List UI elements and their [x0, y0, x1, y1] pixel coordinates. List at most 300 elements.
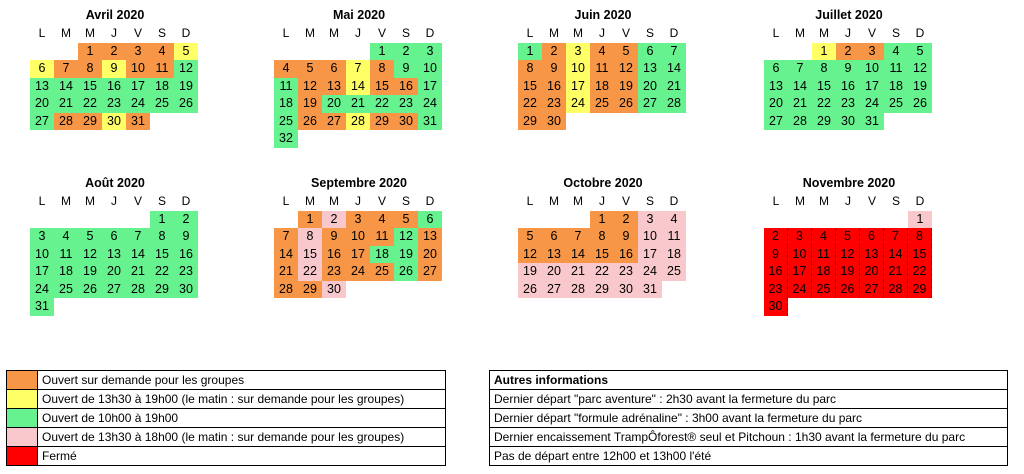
day-cell: 2 [836, 43, 860, 61]
day-cell: 21 [274, 263, 298, 281]
empty-cell [884, 211, 908, 229]
weekday-label: L [526, 194, 534, 208]
weekday-label: D [915, 26, 925, 40]
weekday-label: M [549, 194, 559, 208]
empty-cell [30, 211, 54, 229]
day-cell: 15 [370, 78, 394, 96]
day-cell: 23 [394, 95, 418, 113]
empty-cell [836, 211, 860, 229]
day-cell: 12 [614, 60, 638, 78]
day-cell: 21 [884, 263, 908, 281]
empty-cell [764, 43, 788, 61]
weekday-label: D [425, 194, 435, 208]
day-cell: 6 [542, 228, 566, 246]
info-line: Pas de départ entre 12h00 et 13h00 l'été [490, 447, 1008, 466]
day-cell: 21 [662, 78, 686, 96]
day-cell: 27 [860, 281, 884, 299]
day-cell: 23 [836, 95, 860, 113]
day-cell: 19 [518, 263, 542, 281]
day-cell: 22 [298, 263, 322, 281]
empty-cell [812, 211, 836, 229]
day-cell: 22 [518, 95, 542, 113]
weekday-label: L [38, 194, 46, 208]
weekday-label: L [772, 26, 780, 40]
day-cell: 8 [78, 60, 102, 78]
day-cell: 14 [788, 78, 812, 96]
day-cell: 3 [860, 43, 884, 61]
day-cell: 20 [764, 95, 788, 113]
weekday-label: D [181, 194, 191, 208]
empty-cell [542, 211, 566, 229]
day-cell: 1 [518, 43, 542, 61]
day-cell: 28 [566, 281, 590, 299]
weekday-label: S [157, 26, 166, 40]
day-cell: 11 [54, 246, 78, 264]
day-cell: 15 [590, 246, 614, 264]
info-line: Dernier départ "formule adrénaline" : 3h00 avant la fermeture du parc [490, 409, 1008, 428]
day-cell: 25 [884, 95, 908, 113]
day-cell: 10 [30, 246, 54, 264]
day-cell: 27 [542, 281, 566, 299]
day-cell: 18 [812, 263, 836, 281]
day-cell: 28 [346, 113, 370, 131]
day-cell: 13 [418, 228, 442, 246]
weekday-label: M [85, 194, 95, 208]
day-cell: 8 [908, 228, 932, 246]
day-cell: 25 [54, 281, 78, 299]
day-cell: 23 [542, 95, 566, 113]
empty-cell [860, 211, 884, 229]
day-cell: 4 [662, 211, 686, 229]
empty-cell [518, 211, 542, 229]
empty-cell [30, 43, 54, 61]
day-cell: 27 [764, 113, 788, 131]
day-cell: 10 [638, 228, 662, 246]
day-cell: 29 [298, 281, 322, 299]
day-cell: 2 [614, 211, 638, 229]
day-cell: 24 [126, 95, 150, 113]
day-cell: 18 [370, 246, 394, 264]
day-cell: 11 [884, 60, 908, 78]
legend-row [7, 447, 446, 466]
day-cell: 25 [590, 95, 614, 113]
empty-cell [322, 43, 346, 61]
day-cell: 11 [662, 228, 686, 246]
legend-swatch-yellow [7, 390, 38, 409]
day-cell: 4 [590, 43, 614, 61]
day-cell: 18 [274, 95, 298, 113]
month-grid [274, 193, 450, 298]
empty-cell [764, 211, 788, 229]
day-cell: 30 [102, 113, 126, 131]
day-cell: 30 [322, 281, 346, 299]
day-cell: 13 [638, 60, 662, 78]
weekday-label: V [377, 26, 386, 40]
day-cell: 4 [884, 43, 908, 61]
weekday-label: M [305, 26, 315, 40]
month-title: Mai 2020 [332, 8, 386, 22]
day-cell: 15 [812, 78, 836, 96]
day-cell: 28 [884, 281, 908, 299]
day-cell: 7 [274, 228, 298, 246]
day-cell: 21 [788, 95, 812, 113]
day-cell: 11 [370, 228, 394, 246]
day-cell: 6 [102, 228, 126, 246]
day-cell: 4 [274, 60, 298, 78]
day-cell: 26 [518, 281, 542, 299]
day-cell: 13 [542, 246, 566, 264]
day-cell: 30 [542, 113, 566, 131]
day-cell: 17 [418, 78, 442, 96]
day-cell: 22 [812, 95, 836, 113]
day-cell: 21 [126, 263, 150, 281]
empty-cell [788, 211, 812, 229]
weekday-label: S [891, 194, 900, 208]
day-cell: 30 [614, 281, 638, 299]
day-cell: 25 [662, 263, 686, 281]
day-cell: 24 [30, 281, 54, 299]
day-cell: 13 [860, 246, 884, 264]
weekday-label: V [377, 194, 386, 208]
day-cell: 1 [298, 211, 322, 229]
day-cell: 9 [542, 60, 566, 78]
month-grid [30, 25, 206, 130]
day-cell: 23 [614, 263, 638, 281]
day-cell: 7 [662, 43, 686, 61]
month-grid [764, 25, 940, 130]
day-cell: 19 [394, 246, 418, 264]
month-title: Avril 2020 [85, 8, 145, 22]
day-cell: 27 [322, 113, 346, 131]
day-cell: 5 [518, 228, 542, 246]
weekday-label: L [772, 194, 780, 208]
legend-table [6, 370, 446, 466]
day-cell: 19 [836, 263, 860, 281]
day-cell: 8 [150, 228, 174, 246]
day-cell: 14 [662, 60, 686, 78]
day-cell: 29 [150, 281, 174, 299]
month-grid [764, 193, 940, 316]
day-cell: 23 [174, 263, 198, 281]
day-cell: 8 [518, 60, 542, 78]
day-cell: 9 [764, 246, 788, 264]
day-cell: 14 [126, 246, 150, 264]
day-cell: 28 [662, 95, 686, 113]
day-cell: 2 [394, 43, 418, 61]
day-cell: 1 [78, 43, 102, 61]
weekday-label: J [111, 26, 117, 40]
day-cell: 6 [418, 211, 442, 229]
day-cell: 24 [418, 95, 442, 113]
day-cell: 18 [54, 263, 78, 281]
weekday-label: D [669, 26, 679, 40]
weekday-label: S [645, 26, 654, 40]
weekday-label: M [329, 194, 339, 208]
day-cell: 26 [174, 95, 198, 113]
day-cell: 12 [174, 60, 198, 78]
empty-cell [274, 43, 298, 61]
info-table [489, 370, 1008, 466]
weekday-label: J [845, 194, 851, 208]
day-cell: 13 [30, 78, 54, 96]
weekday-label: S [401, 194, 410, 208]
day-cell: 2 [102, 43, 126, 61]
day-cell: 10 [860, 60, 884, 78]
month-grid [274, 25, 450, 148]
day-cell: 17 [346, 246, 370, 264]
weekday-label: V [621, 26, 630, 40]
day-cell: 14 [54, 78, 78, 96]
day-cell: 19 [78, 263, 102, 281]
day-cell: 17 [30, 263, 54, 281]
day-cell: 29 [590, 281, 614, 299]
weekday-label: M [573, 26, 583, 40]
day-cell: 15 [298, 246, 322, 264]
day-cell: 13 [102, 246, 126, 264]
day-cell: 23 [102, 95, 126, 113]
day-cell: 29 [812, 113, 836, 131]
day-cell: 10 [418, 60, 442, 78]
day-cell: 20 [322, 95, 346, 113]
day-cell: 5 [836, 228, 860, 246]
day-cell: 17 [126, 78, 150, 96]
day-cell: 8 [298, 228, 322, 246]
empty-cell [346, 43, 370, 61]
day-cell: 14 [346, 78, 370, 96]
day-cell: 4 [812, 228, 836, 246]
day-cell: 11 [812, 246, 836, 264]
day-cell: 1 [812, 43, 836, 61]
day-cell: 31 [126, 113, 150, 131]
calendar-june [518, 7, 694, 130]
day-cell: 19 [908, 78, 932, 96]
calendar-april [30, 7, 206, 130]
day-cell: 25 [150, 95, 174, 113]
month-title: Septembre 2020 [311, 176, 407, 190]
day-cell: 23 [764, 281, 788, 299]
day-cell: 22 [590, 263, 614, 281]
weekday-label: M [795, 26, 805, 40]
day-cell: 24 [346, 263, 370, 281]
day-cell: 1 [590, 211, 614, 229]
month-title: Juin 2020 [574, 8, 632, 22]
day-cell: 5 [298, 60, 322, 78]
day-cell: 12 [298, 78, 322, 96]
legend-label: Ouvert de 10h00 à 19h00 [38, 409, 446, 428]
day-cell: 5 [908, 43, 932, 61]
day-cell: 25 [370, 263, 394, 281]
day-cell: 20 [542, 263, 566, 281]
day-cell: 26 [908, 95, 932, 113]
day-cell: 10 [346, 228, 370, 246]
day-cell: 15 [908, 246, 932, 264]
weekday-label: D [425, 26, 435, 40]
day-cell: 12 [518, 246, 542, 264]
day-cell: 6 [30, 60, 54, 78]
day-cell: 6 [322, 60, 346, 78]
day-cell: 9 [614, 228, 638, 246]
day-cell: 8 [812, 60, 836, 78]
weekday-label: J [355, 26, 361, 40]
day-cell: 6 [860, 228, 884, 246]
empty-cell [54, 43, 78, 61]
day-cell: 17 [638, 246, 662, 264]
empty-cell [566, 211, 590, 229]
calendar-september [274, 175, 450, 298]
weekday-label: M [85, 26, 95, 40]
legend-swatch-red [7, 447, 38, 466]
day-cell: 16 [102, 78, 126, 96]
day-cell: 3 [638, 211, 662, 229]
day-cell: 31 [860, 113, 884, 131]
weekday-label: S [401, 26, 410, 40]
weekday-label: D [181, 26, 191, 40]
empty-cell [54, 211, 78, 229]
day-cell: 32 [274, 130, 298, 148]
day-cell: 26 [836, 281, 860, 299]
empty-cell [126, 211, 150, 229]
day-cell: 3 [30, 228, 54, 246]
day-cell: 21 [346, 95, 370, 113]
weekday-label: D [915, 194, 925, 208]
day-cell: 5 [78, 228, 102, 246]
weekday-label: M [329, 26, 339, 40]
day-cell: 1 [370, 43, 394, 61]
day-cell: 7 [126, 228, 150, 246]
day-cell: 4 [370, 211, 394, 229]
legend-label: Fermé [38, 447, 446, 466]
weekday-label: L [526, 26, 534, 40]
day-cell: 25 [812, 281, 836, 299]
weekday-label: J [355, 194, 361, 208]
calendar-may [274, 7, 450, 148]
day-cell: 31 [638, 281, 662, 299]
day-cell: 24 [788, 281, 812, 299]
day-cell: 10 [126, 60, 150, 78]
day-cell: 7 [788, 60, 812, 78]
day-cell: 25 [274, 113, 298, 131]
weekday-label: V [867, 26, 876, 40]
month-title: Juillet 2020 [815, 8, 883, 22]
legend-label: Ouvert de 13h30 à 19h00 (le matin : sur demande pour les groupes) [38, 390, 446, 409]
weekday-label: M [549, 26, 559, 40]
day-cell: 16 [836, 78, 860, 96]
weekday-label: M [305, 194, 315, 208]
weekday-label: S [157, 194, 166, 208]
day-cell: 22 [150, 263, 174, 281]
day-cell: 19 [174, 78, 198, 96]
day-cell: 17 [566, 78, 590, 96]
day-cell: 17 [860, 78, 884, 96]
day-cell: 26 [394, 263, 418, 281]
day-cell: 28 [54, 113, 78, 131]
legend-row [7, 390, 446, 409]
weekday-label: J [599, 26, 605, 40]
month-grid [518, 25, 694, 130]
day-cell: 14 [274, 246, 298, 264]
weekday-label: V [621, 194, 630, 208]
day-cell: 16 [394, 78, 418, 96]
day-cell: 9 [394, 60, 418, 78]
day-cell: 1 [908, 211, 932, 229]
day-cell: 10 [788, 246, 812, 264]
day-cell: 4 [54, 228, 78, 246]
day-cell: 31 [418, 113, 442, 131]
day-cell: 20 [30, 95, 54, 113]
day-cell: 27 [418, 263, 442, 281]
day-cell: 11 [150, 60, 174, 78]
day-cell: 28 [274, 281, 298, 299]
day-cell: 17 [788, 263, 812, 281]
empty-cell [78, 211, 102, 229]
day-cell: 6 [638, 43, 662, 61]
day-cell: 21 [54, 95, 78, 113]
day-cell: 19 [298, 95, 322, 113]
month-grid [518, 193, 694, 298]
weekday-label: S [645, 194, 654, 208]
weekday-label: S [891, 26, 900, 40]
day-cell: 18 [150, 78, 174, 96]
day-cell: 20 [638, 78, 662, 96]
day-cell: 28 [126, 281, 150, 299]
legend-swatch-pink [7, 428, 38, 447]
day-cell: 10 [566, 60, 590, 78]
day-cell: 30 [764, 298, 788, 316]
day-cell: 18 [662, 246, 686, 264]
calendar-august [30, 175, 206, 316]
day-cell: 11 [590, 60, 614, 78]
day-cell: 14 [884, 246, 908, 264]
day-cell: 21 [566, 263, 590, 281]
weekday-label: M [61, 194, 71, 208]
day-cell: 23 [322, 263, 346, 281]
legend-swatch-green [7, 409, 38, 428]
weekday-label: V [867, 194, 876, 208]
day-cell: 9 [102, 60, 126, 78]
weekday-label: J [845, 26, 851, 40]
day-cell: 28 [788, 113, 812, 131]
month-grid [30, 193, 206, 316]
day-cell: 7 [566, 228, 590, 246]
day-cell: 9 [836, 60, 860, 78]
weekday-label: V [133, 194, 142, 208]
day-cell: 15 [150, 246, 174, 264]
month-title: Octobre 2020 [563, 176, 643, 190]
day-cell: 8 [370, 60, 394, 78]
day-cell: 15 [518, 78, 542, 96]
day-cell: 13 [764, 78, 788, 96]
weekday-label: L [38, 26, 46, 40]
empty-cell [102, 211, 126, 229]
day-cell: 16 [542, 78, 566, 96]
day-cell: 12 [78, 246, 102, 264]
day-cell: 16 [174, 246, 198, 264]
day-cell: 26 [614, 95, 638, 113]
day-cell: 8 [590, 228, 614, 246]
day-cell: 29 [518, 113, 542, 131]
day-cell: 27 [30, 113, 54, 131]
calendar-october [518, 175, 694, 298]
day-cell: 29 [370, 113, 394, 131]
empty-cell [298, 43, 322, 61]
day-cell: 16 [322, 246, 346, 264]
day-cell: 30 [836, 113, 860, 131]
day-cell: 26 [78, 281, 102, 299]
calendar-november [764, 175, 940, 316]
day-cell: 2 [764, 228, 788, 246]
day-cell: 3 [126, 43, 150, 61]
legend-row [7, 409, 446, 428]
